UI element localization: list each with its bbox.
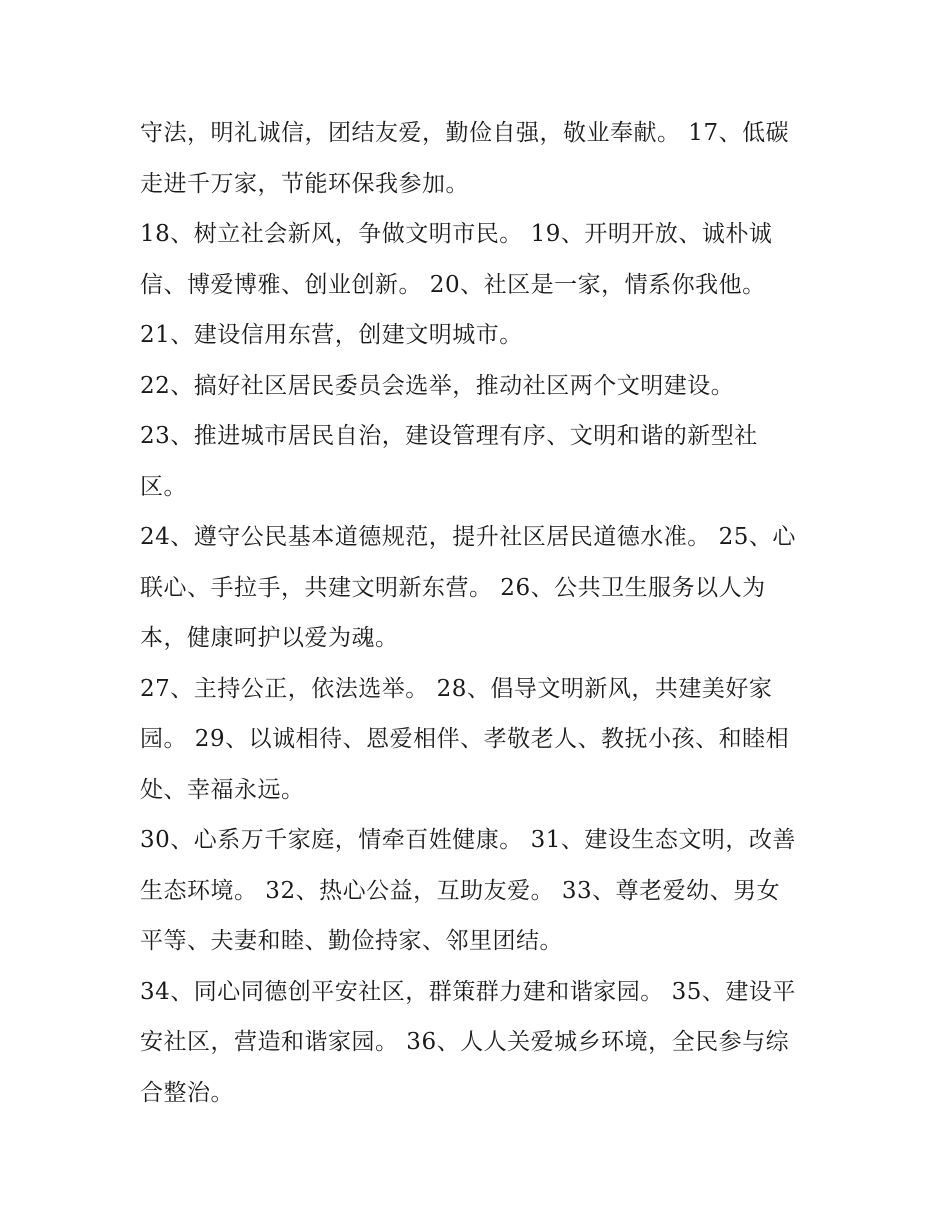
paragraph-4: 22、搞好社区居民委员会选举，推动社区两个文明建设。 <box>140 372 735 399</box>
paragraph-5: 23、推进城市居民自治，建设管理有序、文明和谐的新型社区。 <box>140 423 758 500</box>
paragraph-7: 27、主持公正，依法选举。 28、倡导文明新风，共建美好家园。 29、以诚相待、恩爱相伴、孝敬老人、教抚小孩、和睦相处、幸福永远。 <box>140 675 790 803</box>
paragraph-6: 24、遵守公民基本道德规范，提升社区居民道德水准。 25、心联心、手拉手，共建文明新东营。 26、公共卫生服务以人为本，健康呵护以爱为魂。 <box>140 524 796 651</box>
paragraph-9: 34、同心同德创平安社区，群策群力建和谐家园。 35、建设平安社区，营造和谐家园。 36、人人关爱城乡环境，全民参与综合整治。 <box>140 978 796 1106</box>
paragraph-3: 21、建设信用东营，创建文明城市。 <box>140 322 523 348</box>
paragraph-8: 30、心系万千家庭，情牵百姓健康。 31、建设生态文明，改善生态环境。 32、热心公益，互助友爱。 33、尊老爱幼、男女平等、夫妻和睦、勤俭持家、邻里团结。 <box>140 827 796 954</box>
document-body <box>140 108 800 1118</box>
paragraph-1: 守法，明礼诚信，团结友爱，勤俭自强，敬业奉献。 17、低碳走进千万家，节能环保我参加。 <box>140 120 790 197</box>
paragraph-2: 18、树立社会新风，争做文明市民。 19、开明开放、诚朴诚信、博爱博雅、创业创新。 20、社区是一家，情系你我他。 <box>140 221 773 298</box>
